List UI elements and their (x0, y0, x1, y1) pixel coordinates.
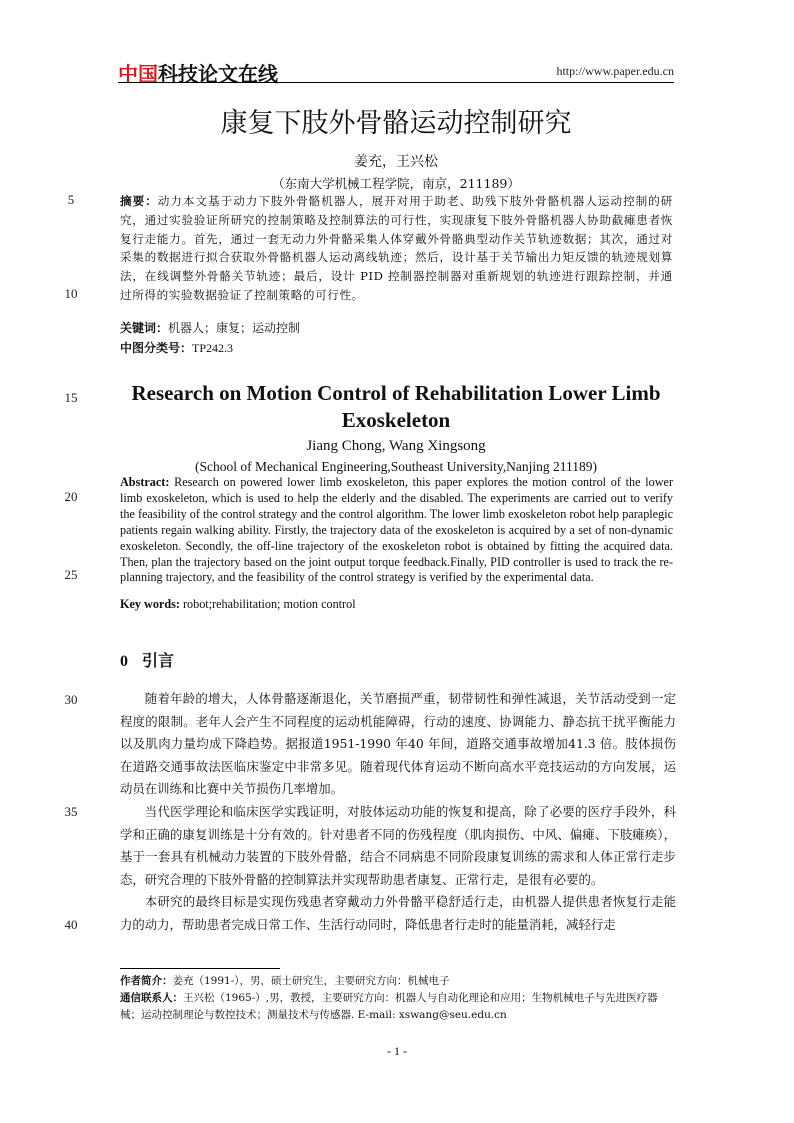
keywords-cn-text: 机器人；康复；运动控制 (168, 321, 301, 335)
author-note-text: 姜充（1991-），男，硕士研究生，主要研究方向：机械电子 (172, 975, 450, 987)
section-heading (120, 648, 174, 671)
abstract-cn (120, 192, 673, 305)
section-number: 0 (120, 653, 128, 670)
footnote-rule (120, 968, 280, 969)
abstract-cn-label: 摘要： (120, 194, 158, 208)
author-note-label: 作者简介： (120, 975, 173, 987)
authors-en: Jiang Chong, Wang Xingsong (306, 438, 486, 454)
line-number: 35 (64, 804, 78, 819)
line-number: 30 (64, 692, 78, 707)
contact-note-label: 通信联系人： (120, 992, 183, 1004)
journal-logo: 中国科技论文在线 (118, 62, 278, 86)
author-note (120, 973, 676, 990)
line-number: 15 (64, 390, 78, 405)
keywords-en-text: robot;rehabilitation; motion control (182, 597, 356, 611)
title-cn: 康复下肢外骨骼运动控制研究 (220, 108, 572, 139)
classification-cn (120, 339, 673, 356)
header-rule (118, 82, 674, 83)
affiliation-en: (School of Mechanical Engineering,Southeast University,Nanjing 211189) (195, 459, 597, 474)
section-title: 引言 (142, 651, 175, 670)
abstract-en-label: Abstract: (120, 475, 170, 489)
contact-note (120, 990, 676, 1024)
title-en: Research on Motion Control of Rehabilitation Lower Limb Exoskeleton (131, 381, 661, 432)
section-body (120, 688, 676, 937)
paragraph: 随着年龄的增大，人体骨骼逐渐退化，关节磨损严重，韧带韧性和弹性减退，关节活动受到一定程度的限制。老年人会产生不同程度的运动机能障碍，行动的速度、协调能力、静态抗干扰平衡能力以及肌肉力量均成下降趋势。据报道1951-1990 年40 年间，道路交通事故增加41.3 倍。肢体损伤在道路交通事故法医临床鉴定中非常多见。随着现代体育运动不断向高水平竞技运动的方向发展，运动员在训练和比赛中关节损伤几率增加。 (120, 691, 676, 797)
keywords-en-label: Key words: (120, 597, 180, 611)
authors-cn: 姜充，王兴松 (354, 154, 438, 170)
footnote (120, 973, 676, 1024)
classification-label: 中图分类号： (120, 341, 193, 355)
line-number: 25 (64, 567, 78, 582)
line-number: 20 (64, 489, 78, 504)
abstract-cn-text: 动力本文基于动力下肢外骨骼机器人，展开对用于助老、助残下肢外骨骼机器人运动控制的研究，通过实验验证所研究的控制策略及控制算法的可行性，实现康复下肢外骨骼机器人协助截瘫患者恢复行走能力。首先，通过一套无动力外骨骼采集人体穿戴外骨骼典型动作关节轨迹数据；其次，通过对采集的数据进行拟合获取外骨骼机器人运动离线轨迹；然后，设计基于关节输出力矩反馈的轨迹规划算法，在线调整外骨骼关节轨迹；最后，设计 PID 控制器控制器对重新规划的轨迹进行跟踪控制，并通过所得的实验数据验证了控制策略的可行性。 (120, 194, 673, 302)
paragraph: 本研究的最终目标是实现伤残患者穿戴动力外骨骼平稳舒适行走，由机器人提供患者恢复行走能力的动力，帮助患者完成日常工作、生活行动同时，降低患者行走时的能量消耗，减轻行走 (120, 894, 676, 932)
contact-note-text: 王兴松（1965-）,男，教授，主要研究方向：机器人与自动化理论和应用；生物机械电子与先进医疗器械；运动控制理论与数控技术；测量技术与传感器. E-mail: xswang@seu.edu.cn (120, 992, 658, 1021)
page-number: - 1 - (387, 1044, 407, 1058)
abstract-en-text: Research on powered lower limb exoskeleton, this paper explores the motion control of the lower limb exoskeleton, which is used to help the elderly and the disabled. The experiments are carried out to verify the feasibility of the control strategy and the control algorithm. The lower limb exoskeleton robot help paraplegic patients regain walking ability. Firstly, the trajectory data of the exoskeleton is acquired by a set of non-dynamic exoskeleton. Secondly, the off-line trajectory of the exoskeleton robot is obtained by fitting the acquired data. Then, plan the trajectory based on the joint output torque feedback.Finally, PID controller is used to track the re-planning trajectory, and the feasibility of the control strategy is verified by the experimental data. (120, 475, 674, 585)
line-number: 5 (67, 192, 75, 207)
affiliation-cn: （东南大学机械工程学院，南京，211189） (272, 176, 520, 191)
header-url[interactable]: http://www.paper.edu.cn (556, 64, 674, 78)
line-number: 10 (64, 286, 78, 301)
classification-code: TP242.3 (192, 341, 234, 355)
abstract-en (120, 475, 673, 586)
keywords-cn-label: 关键词： (120, 321, 169, 335)
keywords-cn (120, 319, 673, 336)
line-number: 40 (64, 917, 78, 932)
paragraph: 当代医学理论和临床医学实践证明，对肢体运动功能的恢复和提高，除了必要的医疗手段外，科学和正确的康复训练是十分有效的。针对患者不同的伤残程度（肌肉损伤、中风、偏瘫、下肢瘫痪），基于一套具有机械动力装置的下肢外骨骼，结合不同病患不同阶段康复训练的需求和人体正常行走步态，研究合理的下肢外骨骼的控制算法并实现帮助患者康复、正常行走，是很有必要的。 (120, 803, 676, 887)
keywords-en (120, 597, 673, 612)
